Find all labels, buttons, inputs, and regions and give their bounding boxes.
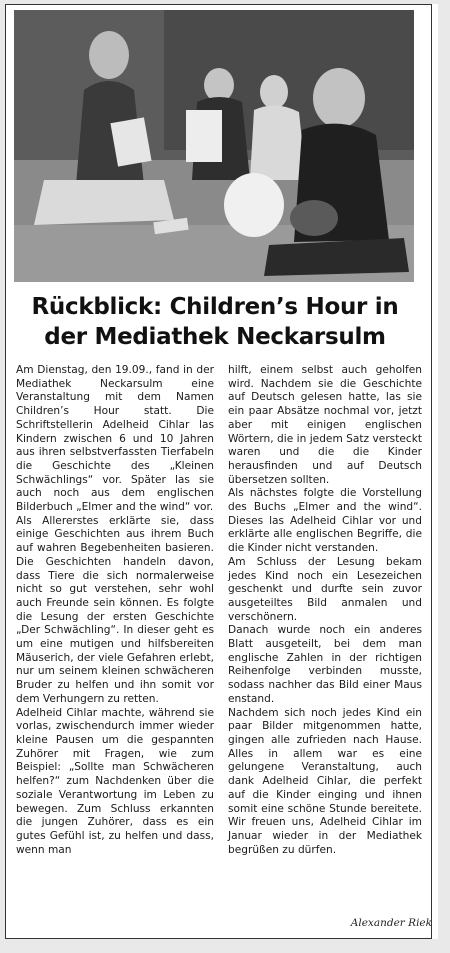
reading-session-photo [14,10,414,282]
paragraph: Nachdem sich noch jedes Kind ein paar Bilder mitgenommen hatte, gingen alle zufrieden nach Hause. Alles in allem war es eine gelungene Veranstaltung, auch dank Adelheid Cihlar, die perfekt auf die Kinder einging und ihnen somit eine schöne Stunde bereitete. Wir freuen uns, Adelheid Cihlar im Januar wieder in der Mediathek begrüßen zu dürfen. [228,706,422,856]
paragraph: Als nächstes folgte die Vorstellung des Buchs „Elmer and the wind“. Dieses las Adelheid Cihlar vor und erklärte alle englischen Begriffe, die die Kinder nicht verstanden. [228,487,422,555]
paragraph: Am Dienstag, den 19.09., fand in der Mediathek Neckarsulm eine Veranstaltung mit dem Namen Children’s Hour statt. Die Schriftstellerin Adelheid Cihlar las Kindern zwischen 6 und 10 Jahren aus ihren selbstverfassten Tierfabeln die Geschichte des „Kleinen Schwächlings“ vor. Später las sie auch noch aus dem englischen Bilderbuch „Elmer and the wind“ vor. [16,364,214,514]
paragraph: Danach wurde noch ein anderes Blatt ausgeteilt, bei dem man englische Zahlen in der richtigen Reihenfolge verbinden musste, sodass nachher das Bild einer Maus enstand. [228,624,422,705]
headline-line-1: Rückblick: Children’s Hour in [31,294,399,320]
headline-line-2: der Mediathek Neckarsulm [44,324,386,350]
article-photo [14,10,414,282]
paragraph: Als Allererstes erklärte sie, dass einige Geschichten aus ihrem Buch auf wahren Begebenheiten basieren. Die Geschichten handeln davon, dass Tiere die sich normalerweise nicht so gut verstehen, sehr wohl auch Freunde sein können. Es folgte die Lesung der ersten Geschichte „Der Schwächling“. In dieser geht es um eine mutigen und hilfsbereiten Mäuserich, der viele Gefahren erlebt, nur um seinem kleinen schwächeren Bruder zu helfen und ihn somit vor dem Verhungern zu retten. [16,514,214,705]
paragraph: hilft, einem selbst auch geholfen wird. Nachdem sie die Geschichte auf Deutsch gelesen hatte, las sie ein paar Absätze nochmal vor, jetzt aber mit einigen englischen Wörtern, die in jedem Satz versteckt waren und die die Kinder herausfinden und auf Deutsch übersetzen sollten. [228,364,422,486]
paragraph: Adelheid Cihlar machte, während sie vorlas, zwischendurch immer wieder kleine Pausen um die gespannten Zuhörer mit Fragen, wie zum Beispiel: „Sollte man Schwächeren helfen?“ zum Nachdenken über die soziale Verantwortung im Leben zu bewegen. Zum Schluss erkannten die jungen Zuhörer, dass es ein gutes Gefühl ist, zu helfen und dass, wenn man [16,706,214,856]
article-column-right [228,364,422,857]
article-headline [14,292,416,352]
article-column-left [16,364,214,857]
paragraph: Am Schluss der Lesung bekam jedes Kind noch ein Lesezeichen geschenkt und durfte sein zuvor ausgeteiltes Bild anmalen und verschönern. [228,555,422,623]
article-author: Alexander Riek [350,917,432,929]
